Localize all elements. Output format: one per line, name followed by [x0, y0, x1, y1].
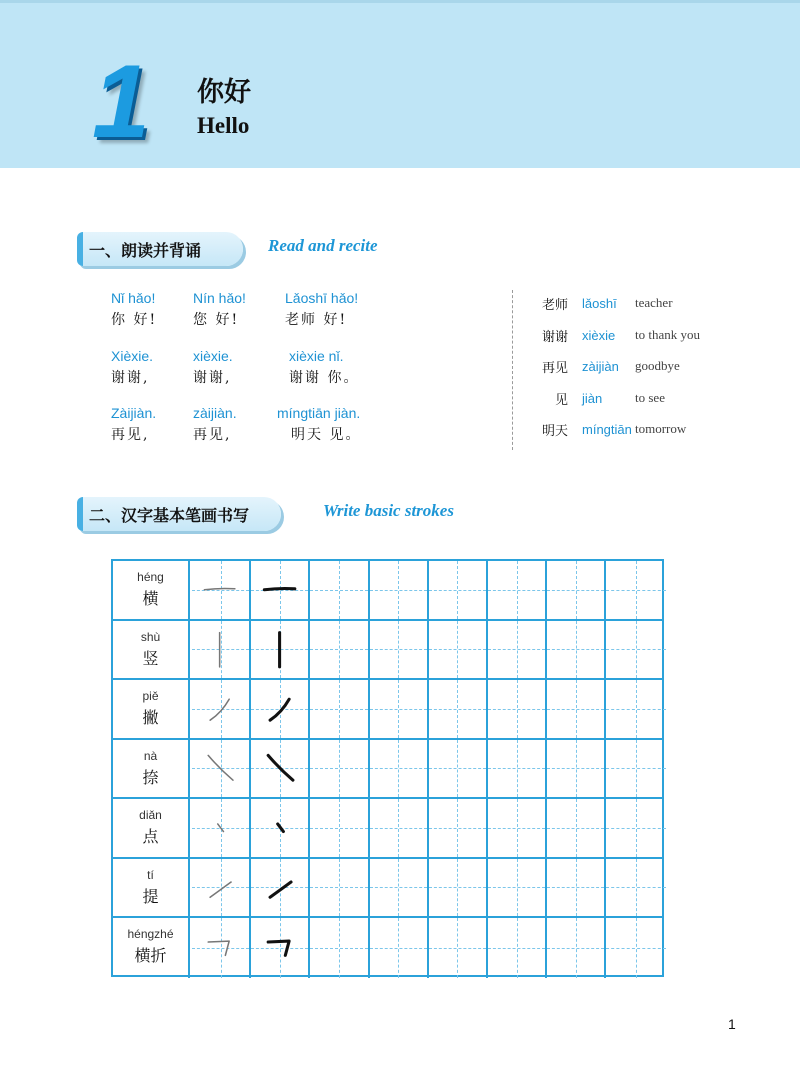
vocab-item	[528, 356, 680, 376]
dialogue-hanzi: 再见,	[193, 427, 232, 443]
section2-header	[77, 497, 281, 531]
writing-box[interactable]	[547, 859, 606, 917]
shu-stroke-icon	[192, 621, 249, 679]
dialogue-line	[111, 348, 153, 387]
writing-box[interactable]	[547, 561, 606, 619]
dialogue-line	[111, 290, 157, 329]
writing-box[interactable]	[429, 621, 488, 679]
stroke-pinyin: héng	[137, 570, 164, 584]
writing-box[interactable]	[606, 918, 665, 978]
stroke-hanzi: 提	[142, 886, 159, 906]
stroke-pinyin: héngzhé	[127, 927, 174, 941]
page-number: 1	[728, 1016, 736, 1032]
writing-box[interactable]	[488, 740, 547, 798]
writing-box[interactable]	[488, 859, 547, 917]
vocab-hanzi: 老师	[541, 297, 568, 313]
writing-box[interactable]	[310, 621, 369, 679]
writing-box[interactable]	[310, 799, 369, 857]
dialogue-pinyin: Zàijiàn.	[111, 405, 157, 421]
dialogue-hanzi: 谢谢,	[111, 370, 150, 386]
writing-box[interactable]	[488, 918, 547, 978]
dialogue-line	[193, 290, 246, 329]
writing-box[interactable]	[310, 740, 369, 798]
section1-label-en: Read and recite	[268, 236, 378, 255]
writing-box	[251, 740, 310, 798]
dian-stroke-icon	[251, 799, 308, 857]
writing-box[interactable]	[488, 561, 547, 619]
dialogue-pinyin: Xièxie.	[111, 348, 154, 364]
writing-box	[251, 621, 310, 679]
vocab-hanzi: 再见	[541, 360, 568, 376]
heng-stroke-icon	[251, 561, 308, 619]
dian-stroke-icon	[192, 799, 249, 857]
writing-box	[192, 799, 251, 857]
section-stripe	[77, 497, 83, 531]
writing-box[interactable]	[429, 561, 488, 619]
lesson-title-en: Hello	[197, 113, 250, 138]
vocab-hanzi: 谢谢	[541, 329, 568, 345]
writing-box	[192, 680, 251, 738]
stroke-hanzi: 竖	[142, 648, 159, 668]
ti-stroke-icon	[251, 859, 308, 917]
dialogue-pinyin: Lǎoshī hǎo!	[285, 290, 359, 306]
writing-box[interactable]	[310, 918, 369, 978]
writing-box[interactable]	[310, 859, 369, 917]
dialogue-line	[193, 405, 237, 444]
writing-box[interactable]	[429, 799, 488, 857]
dialogue-hanzi: 再见,	[111, 427, 150, 443]
writing-box	[251, 680, 310, 738]
dialogue-line	[285, 290, 358, 329]
vocab-divider	[512, 290, 513, 450]
hengzhe-stroke-icon	[251, 918, 308, 978]
vocab-pinyin: zàijiàn	[582, 358, 619, 374]
writing-box[interactable]	[370, 799, 429, 857]
stroke-pinyin: nà	[143, 748, 158, 763]
writing-box[interactable]	[370, 680, 429, 738]
vocab-hanzi: 见	[554, 392, 568, 408]
dialogue-hanzi: 谢谢,	[193, 370, 232, 386]
dialogue-hanzi: 明天 见。	[291, 427, 362, 443]
dialogue-hanzi: 谢谢 你。	[289, 370, 360, 386]
dialogue-line	[289, 348, 359, 387]
dialogue-pinyin: xièxie.	[193, 348, 233, 364]
heng-stroke-icon	[192, 561, 249, 619]
stroke-label	[113, 859, 190, 917]
writing-box[interactable]	[488, 680, 547, 738]
writing-box[interactable]	[370, 621, 429, 679]
vocab-english: teacher	[635, 295, 673, 310]
writing-box[interactable]	[370, 740, 429, 798]
writing-box[interactable]	[547, 621, 606, 679]
stroke-row	[113, 621, 662, 681]
stroke-row	[113, 859, 662, 919]
writing-box[interactable]	[547, 680, 606, 738]
stroke-row	[113, 799, 662, 859]
writing-box	[192, 859, 251, 917]
dialogue-line	[277, 405, 361, 444]
stroke-practice-grid	[111, 559, 664, 977]
writing-box[interactable]	[606, 799, 665, 857]
stroke-pinyin: shù	[140, 629, 161, 644]
stroke-hanzi: 横	[142, 589, 159, 608]
stroke-label	[113, 561, 190, 619]
dialogue-pinyin: míngtiān jiàn.	[277, 405, 361, 421]
writing-box[interactable]	[310, 561, 369, 619]
stroke-pinyin: diǎn	[139, 808, 162, 822]
writing-box[interactable]	[606, 561, 665, 619]
dialogue-line	[193, 348, 233, 387]
vocab-pinyin: jiàn	[582, 390, 603, 406]
dialogue-hanzi: 您 好!	[193, 312, 240, 328]
stroke-hanzi: 捺	[142, 767, 159, 787]
writing-box[interactable]	[606, 859, 665, 917]
lesson-number: 1	[92, 44, 150, 160]
writing-box	[251, 918, 310, 978]
ti-stroke-icon	[192, 859, 249, 917]
dialogue-pinyin: zàijiàn.	[193, 405, 237, 421]
writing-box	[251, 859, 310, 917]
stroke-label	[113, 918, 190, 978]
writing-box[interactable]	[547, 918, 606, 978]
pie-stroke-icon	[251, 680, 308, 738]
writing-box[interactable]	[606, 680, 665, 738]
shu-stroke-icon	[251, 621, 308, 679]
section1-header	[77, 232, 243, 266]
na-stroke-icon	[251, 740, 308, 798]
vocab-pinyin: xièxie	[582, 327, 616, 343]
writing-box[interactable]	[488, 799, 547, 857]
writing-box	[192, 621, 251, 679]
writing-box[interactable]	[429, 740, 488, 798]
vocab-pinyin: míngtiān	[582, 421, 632, 437]
vocab-english: goodbye	[635, 358, 680, 373]
lesson-title-zh: 你好	[197, 77, 251, 108]
section1-label-zh: 一、朗读并背诵	[89, 240, 202, 260]
vocab-english: to see	[635, 390, 665, 405]
writing-box	[192, 918, 251, 978]
section2-label-zh: 二、汉字基本笔画书写	[89, 505, 250, 525]
writing-box[interactable]	[547, 799, 606, 857]
writing-box[interactable]	[429, 680, 488, 738]
vocab-hanzi: 明天	[541, 423, 568, 439]
writing-box[interactable]	[370, 561, 429, 619]
dialogue-pinyin: Nín hǎo!	[193, 290, 246, 306]
stroke-row	[113, 680, 662, 740]
dialogue-line	[111, 405, 156, 444]
vocab-item	[528, 388, 665, 408]
stroke-hanzi: 横折	[134, 946, 167, 965]
stroke-label	[113, 799, 190, 857]
writing-box[interactable]	[488, 621, 547, 679]
pie-stroke-icon	[192, 680, 249, 738]
writing-box	[251, 799, 310, 857]
writing-box[interactable]	[310, 680, 369, 738]
writing-box[interactable]	[606, 621, 665, 679]
section2-label-en: Write basic strokes	[323, 501, 454, 520]
vocab-item	[528, 293, 673, 313]
stroke-hanzi: 撇	[142, 708, 159, 727]
stroke-row	[113, 561, 662, 621]
writing-box[interactable]	[429, 859, 488, 917]
vocab-item	[528, 325, 700, 345]
writing-box	[251, 561, 310, 619]
writing-box	[192, 740, 251, 798]
na-stroke-icon	[192, 740, 249, 798]
writing-box[interactable]	[606, 740, 665, 798]
vocab-item	[528, 419, 686, 439]
dialogue-hanzi: 老师 好!	[285, 312, 348, 328]
stroke-pinyin: piě	[142, 689, 159, 703]
stroke-hanzi: 点	[142, 827, 159, 846]
writing-box	[192, 561, 251, 619]
writing-box[interactable]	[429, 918, 488, 978]
section-stripe	[77, 232, 83, 266]
dialogue-pinyin: xièxie nǐ.	[289, 348, 344, 364]
vocab-english: tomorrow	[635, 421, 687, 436]
stroke-row	[113, 740, 662, 800]
stroke-label	[113, 680, 190, 738]
vocab-pinyin: lǎoshī	[582, 295, 617, 311]
dialogue-pinyin: Nǐ hǎo!	[111, 290, 156, 306]
writing-box[interactable]	[547, 740, 606, 798]
stroke-label	[113, 621, 190, 679]
hengzhe-stroke-icon	[192, 918, 249, 978]
stroke-pinyin: tí	[147, 867, 154, 882]
stroke-label	[113, 740, 190, 798]
vocab-english: to thank you	[635, 327, 700, 342]
stroke-row	[113, 918, 662, 978]
writing-box[interactable]	[370, 859, 429, 917]
writing-box[interactable]	[370, 918, 429, 978]
dialogue-hanzi: 你 好!	[111, 312, 158, 328]
